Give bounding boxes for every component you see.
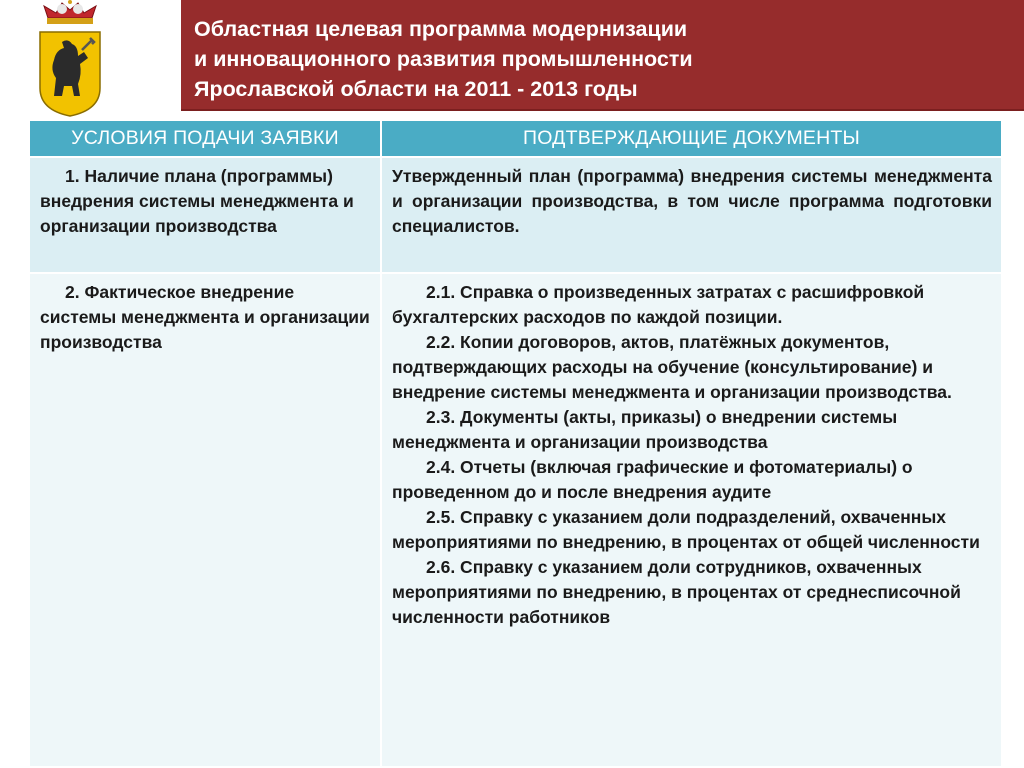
page-title-line-1: Областная целевая программа модернизации bbox=[194, 17, 688, 41]
table-row bbox=[29, 273, 1002, 767]
document-item: 2.6. Справку с указанием доли сотрудников, охваченных мероприятиями по внедрению, в процентах от среднесписочной численности работников bbox=[392, 557, 961, 627]
page-title-line-3: Ярославской области на 2011 - 2013 годы bbox=[194, 77, 638, 101]
column-header-documents: ПОДТВЕРЖДАЮЩИЕ ДОКУМЕНТЫ bbox=[381, 120, 1002, 157]
page-title-line-2: и инновационного развития промышленности bbox=[194, 47, 693, 71]
document-item: 2.4. Отчеты (включая графические и фотоматериалы) о проведенном до и после внедрения аудите bbox=[392, 457, 913, 502]
coat-of-arms-icon bbox=[34, 0, 106, 118]
title-banner bbox=[181, 0, 1024, 111]
document-item: 2.2. Копии договоров, актов, платёжных документов, подтверждающих расходы на обучение (консультирование) и внедрение системы менеджмента и организации производства. bbox=[392, 332, 952, 402]
documents-cell bbox=[381, 273, 1002, 767]
table-header-row bbox=[29, 120, 1002, 157]
document-item: 2.3. Документы (акты, приказы) о внедрении системы менеджмента и организации производства bbox=[392, 407, 898, 452]
condition-cell: 2. Фактическое внедрение системы менеджмента и организации производства bbox=[29, 273, 381, 767]
requirements-table bbox=[28, 119, 1003, 768]
documents-cell: Утвержденный план (программа) внедрения системы менеджмента и организации производства, в том числе программа подготовки специалистов. bbox=[381, 157, 1002, 273]
document-item: 2.1. Справка о произведенных затратах с расшифровкой бухгалтерских расходов по каждой позиции. bbox=[392, 282, 925, 327]
table-row bbox=[29, 157, 1002, 273]
condition-cell: 1. Наличие плана (программы) внедрения системы менеджмента и организации производства bbox=[29, 157, 381, 273]
document-item: 2.5. Справку с указанием доли подразделений, охваченных мероприятиями по внедрению, в процентах от общей численности bbox=[392, 507, 980, 552]
column-header-conditions: УСЛОВИЯ ПОДАЧИ ЗАЯВКИ bbox=[29, 120, 381, 157]
